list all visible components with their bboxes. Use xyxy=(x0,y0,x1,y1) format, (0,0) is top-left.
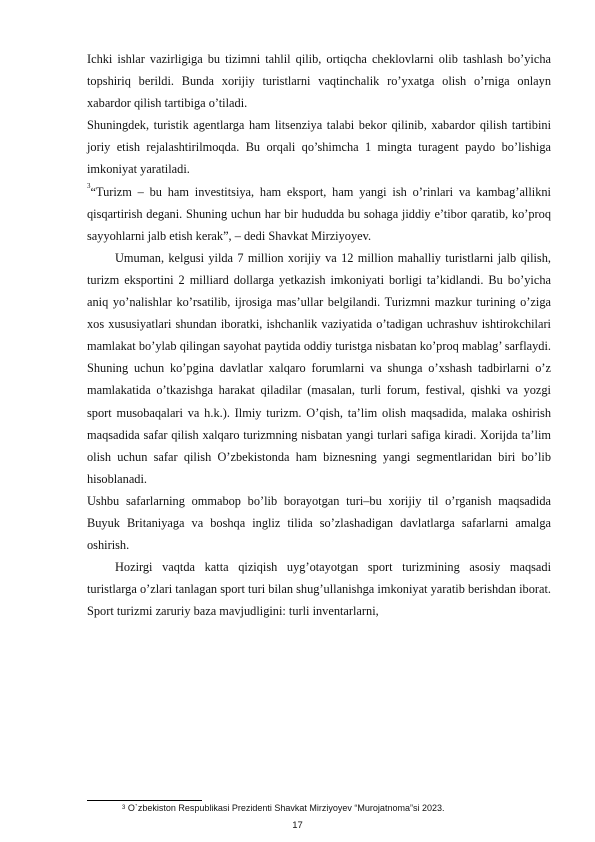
page-number: 17 xyxy=(292,820,303,831)
footnote-separator xyxy=(87,800,202,801)
footnote-number: 3 xyxy=(122,805,126,811)
paragraph-4: Umuman, kelgusi yilda 7 million xorijiy va 12 million mahalliy turistlarni jalb qilish, turizm eksportini 2 milliard dollarga yetkazish imkoniyati borligi ta’kidlandi. Bu bo’yicha aniq yo’nalishlar ko’rsatilib, ijrosiga mas’ullar belgilandi. Turizmni mazkur turining o’ziga xos xususiyatlari shundan iboratki, ishchanlik vaziyatida o’tadigan uchrashuv ishtirokchilari mamlakat bo’ylab qilingan sayohat paytida oddiy turistga nisbatan ko’proq mablag’ sarflaydi. Shuning uchun ko’pgina davlatlar xalqaro forumlarni va shunga o’xshash tadbirlarni o’z mamlakatida o’tkazishga harakat qiladilar (masalan, turli forum, festival, qishki va yozgi sport musobaqalari va h.k.). Ilmiy turizm. O’qish, ta’lim olish maqsadida, malaka oshirish maqsadida safar qilish xalqaro turizmning nisbatan yangi turlari safiga kiradi. Xorijda ta’lim olish uchun safar qilish O’zbekistonda ham biznesning yangi segmentlaridan biri bo’lib hisoblanadi. xyxy=(87,250,551,486)
footnote-reference: 3 xyxy=(87,181,91,190)
paragraph-6: Hozirgi vaqtda katta qiziqish uyg’otayotgan sport turizmining asosiy maqsadi turistlarga o’zlari tanlagan sport turi bilan shug’ullanishga imkoniyat yaratib berishdan iborat. Sport turizmi zaruriy baza mavjudligini: turli inventarlarni, xyxy=(87,560,551,619)
footnote-text: O`zbekiston Respublikasi Prezidenti Shavkat Mirziyoyev “Murojatnoma”si 2023. xyxy=(125,803,445,813)
paragraph-3 xyxy=(87,181,551,247)
paragraph-2: Shuningdek, turistik agentlarga ham litsenziya talabi bekor qilinib, xabardor qilish tartibini joriy etish rejalashtirilmoqda. Bu orqali qo’shimcha 1 mingta turagent paydo bo’lishiga imkoniyat yaratiladi. xyxy=(87,118,551,177)
footnote xyxy=(122,803,552,814)
paragraph-5: Ushbu safarlarning ommabop bo’lib borayotgan turi–bu xorijiy til o’rganish maqsadida Buyuk Britaniyaga va boshqa ingliz tilida so’zlashadigan davlatlarga safarlarni amalga oshirish. xyxy=(87,493,551,553)
body-text xyxy=(87,48,551,622)
paragraph-1: Ichki ishlar vazirligiga bu tizimni tahlil qilib, ortiqcha cheklovlarni olib tashlash bo’yicha topshiriq berildi. Bunda xorijiy turistlarni vaqtinchalik ro’yxatga olish o’rniga onlayn xabardor qilish tartibiga o’tiladi. xyxy=(87,52,551,111)
paragraph-3-text: “Turizm – bu ham investitsiya, ham eksport, ham yangi ish o’rinlari va kambag’allikni qisqartirish degani. Shuning uchun har bir hududda bu sohaga jiddiy e’tibor qaratib, ko’proq sayyohlarni jalb etish kerak”, – dedi Shavkat Mirziyoyev. xyxy=(87,184,551,243)
